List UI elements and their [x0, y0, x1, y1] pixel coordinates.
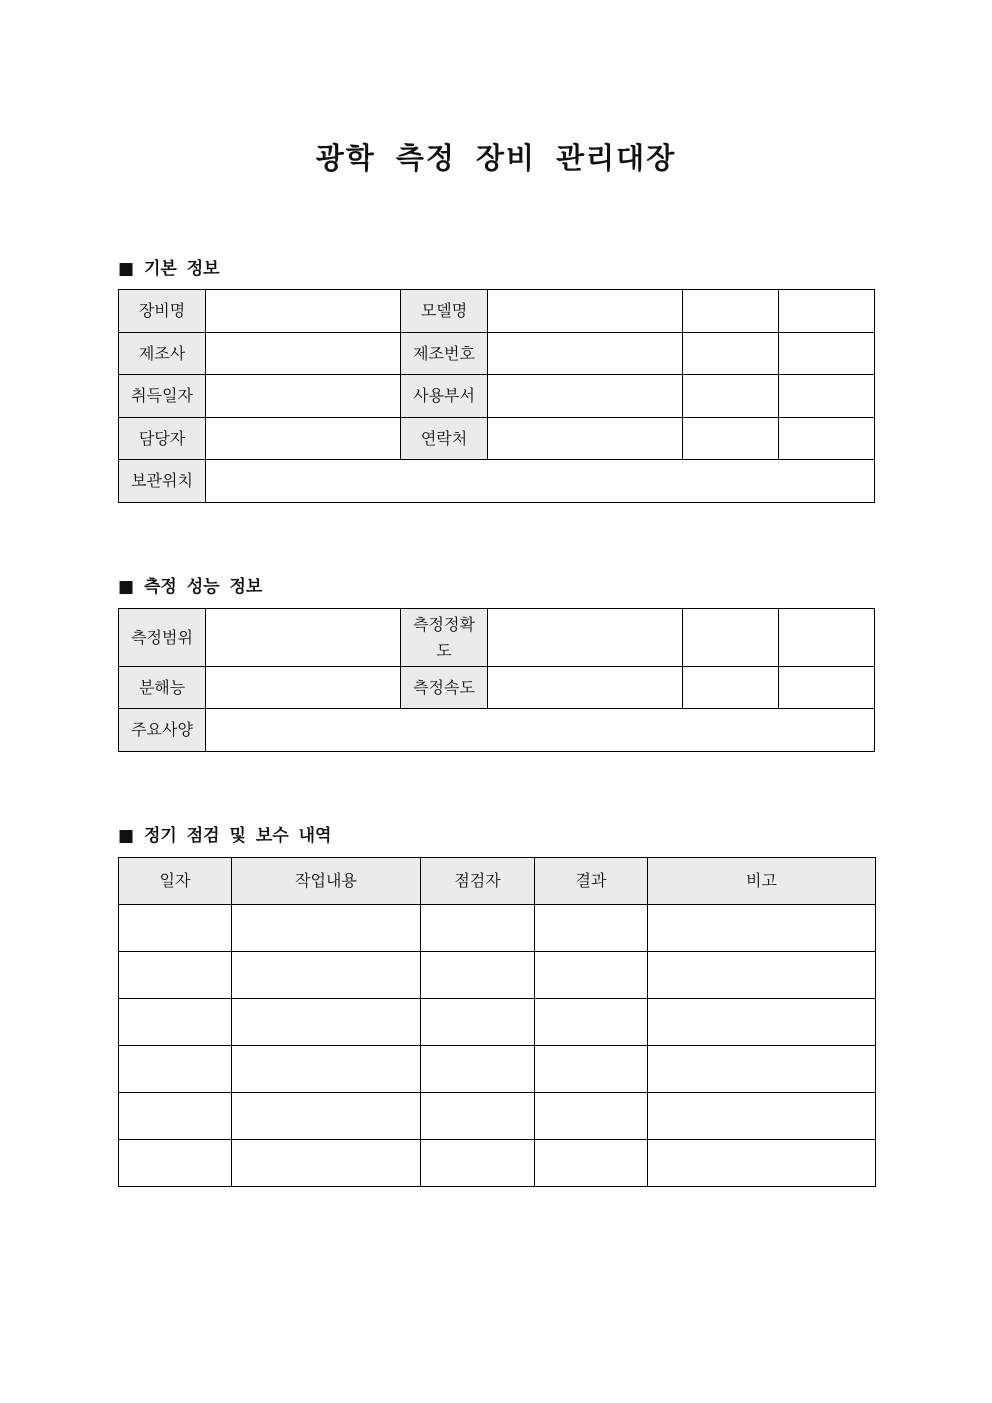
header-cell: 작업내용: [232, 858, 421, 905]
value-cell[interactable]: [421, 1140, 535, 1187]
value-cell[interactable]: [232, 1046, 421, 1093]
value-cell[interactable]: [648, 1046, 876, 1093]
value-cell[interactable]: [535, 999, 648, 1046]
section-performance-heading: ■ 측정 성능 정보: [118, 577, 263, 597]
label-cell: 연락처: [401, 418, 488, 460]
value-cell[interactable]: [206, 609, 401, 667]
value-cell[interactable]: [232, 999, 421, 1046]
value-cell[interactable]: [535, 1093, 648, 1140]
basic-info-table: [118, 289, 875, 503]
value-cell[interactable]: [232, 952, 421, 999]
page-title: 광학 측정 장비 관리대장: [315, 141, 677, 175]
label-cell: 측정속도: [401, 667, 488, 709]
value-cell[interactable]: [683, 609, 779, 667]
label-cell: 제조번호: [401, 333, 488, 375]
value-cell[interactable]: [119, 1046, 232, 1093]
value-cell[interactable]: [779, 418, 875, 460]
value-cell[interactable]: [648, 1140, 876, 1187]
value-cell[interactable]: [232, 1140, 421, 1187]
value-cell[interactable]: [119, 1093, 232, 1140]
value-cell[interactable]: [488, 667, 683, 709]
value-cell[interactable]: [683, 667, 779, 709]
label-cell: 보관위치: [119, 460, 206, 503]
label-cell: 사용부서: [401, 375, 488, 418]
value-cell[interactable]: [535, 905, 648, 952]
value-cell[interactable]: [206, 418, 401, 460]
value-cell[interactable]: [779, 667, 875, 709]
value-cell[interactable]: [421, 1046, 535, 1093]
section-maintenance-heading: ■ 정기 점검 및 보수 내역: [118, 826, 332, 846]
maintenance-table: [118, 857, 876, 1187]
value-cell[interactable]: [488, 609, 683, 667]
value-cell[interactable]: [683, 333, 779, 375]
value-cell[interactable]: [683, 290, 779, 333]
value-cell[interactable]: [779, 290, 875, 333]
label-cell: 주요사양: [119, 709, 206, 752]
header-cell: 결과: [535, 858, 648, 905]
header-cell: 점검자: [421, 858, 535, 905]
label-cell: 담당자: [119, 418, 206, 460]
value-cell[interactable]: [779, 609, 875, 667]
value-cell[interactable]: [488, 418, 683, 460]
value-cell[interactable]: [206, 333, 401, 375]
table-row: [119, 1046, 876, 1093]
value-cell[interactable]: [119, 999, 232, 1046]
value-cell[interactable]: [535, 952, 648, 999]
label-cell: 모델명: [401, 290, 488, 333]
value-cell[interactable]: [206, 375, 401, 418]
header-cell: 비고: [648, 858, 876, 905]
value-cell[interactable]: [535, 1046, 648, 1093]
value-cell[interactable]: [421, 999, 535, 1046]
value-cell[interactable]: [779, 375, 875, 418]
value-cell[interactable]: [206, 667, 401, 709]
table-row: [119, 952, 876, 999]
value-cell[interactable]: [232, 1093, 421, 1140]
value-cell[interactable]: [119, 952, 232, 999]
label-cell: 취득일자: [119, 375, 206, 418]
value-cell[interactable]: [535, 1140, 648, 1187]
table-row: [119, 1093, 876, 1140]
header-cell: 일자: [119, 858, 232, 905]
label-cell: 분해능: [119, 667, 206, 709]
value-cell[interactable]: [119, 905, 232, 952]
value-cell[interactable]: [648, 1093, 876, 1140]
section-basic-heading: ■ 기본 정보: [118, 259, 220, 279]
value-cell[interactable]: [119, 1140, 232, 1187]
label-cell: 측정정확도: [401, 609, 488, 667]
value-cell[interactable]: [206, 460, 875, 503]
value-cell[interactable]: [779, 333, 875, 375]
value-cell[interactable]: [488, 375, 683, 418]
value-cell[interactable]: [648, 905, 876, 952]
value-cell[interactable]: [648, 952, 876, 999]
value-cell[interactable]: [232, 905, 421, 952]
performance-table: [118, 608, 875, 752]
value-cell[interactable]: [488, 333, 683, 375]
value-cell[interactable]: [683, 418, 779, 460]
label-cell: 측정범위: [119, 609, 206, 667]
label-cell: 제조사: [119, 333, 206, 375]
value-cell[interactable]: [648, 999, 876, 1046]
value-cell[interactable]: [206, 709, 875, 752]
value-cell[interactable]: [421, 952, 535, 999]
table-row: [119, 905, 876, 952]
table-row: [119, 1140, 876, 1187]
value-cell[interactable]: [683, 375, 779, 418]
value-cell[interactable]: [421, 905, 535, 952]
value-cell[interactable]: [206, 290, 401, 333]
label-cell: 장비명: [119, 290, 206, 333]
table-row: [119, 999, 876, 1046]
value-cell[interactable]: [421, 1093, 535, 1140]
value-cell[interactable]: [488, 290, 683, 333]
